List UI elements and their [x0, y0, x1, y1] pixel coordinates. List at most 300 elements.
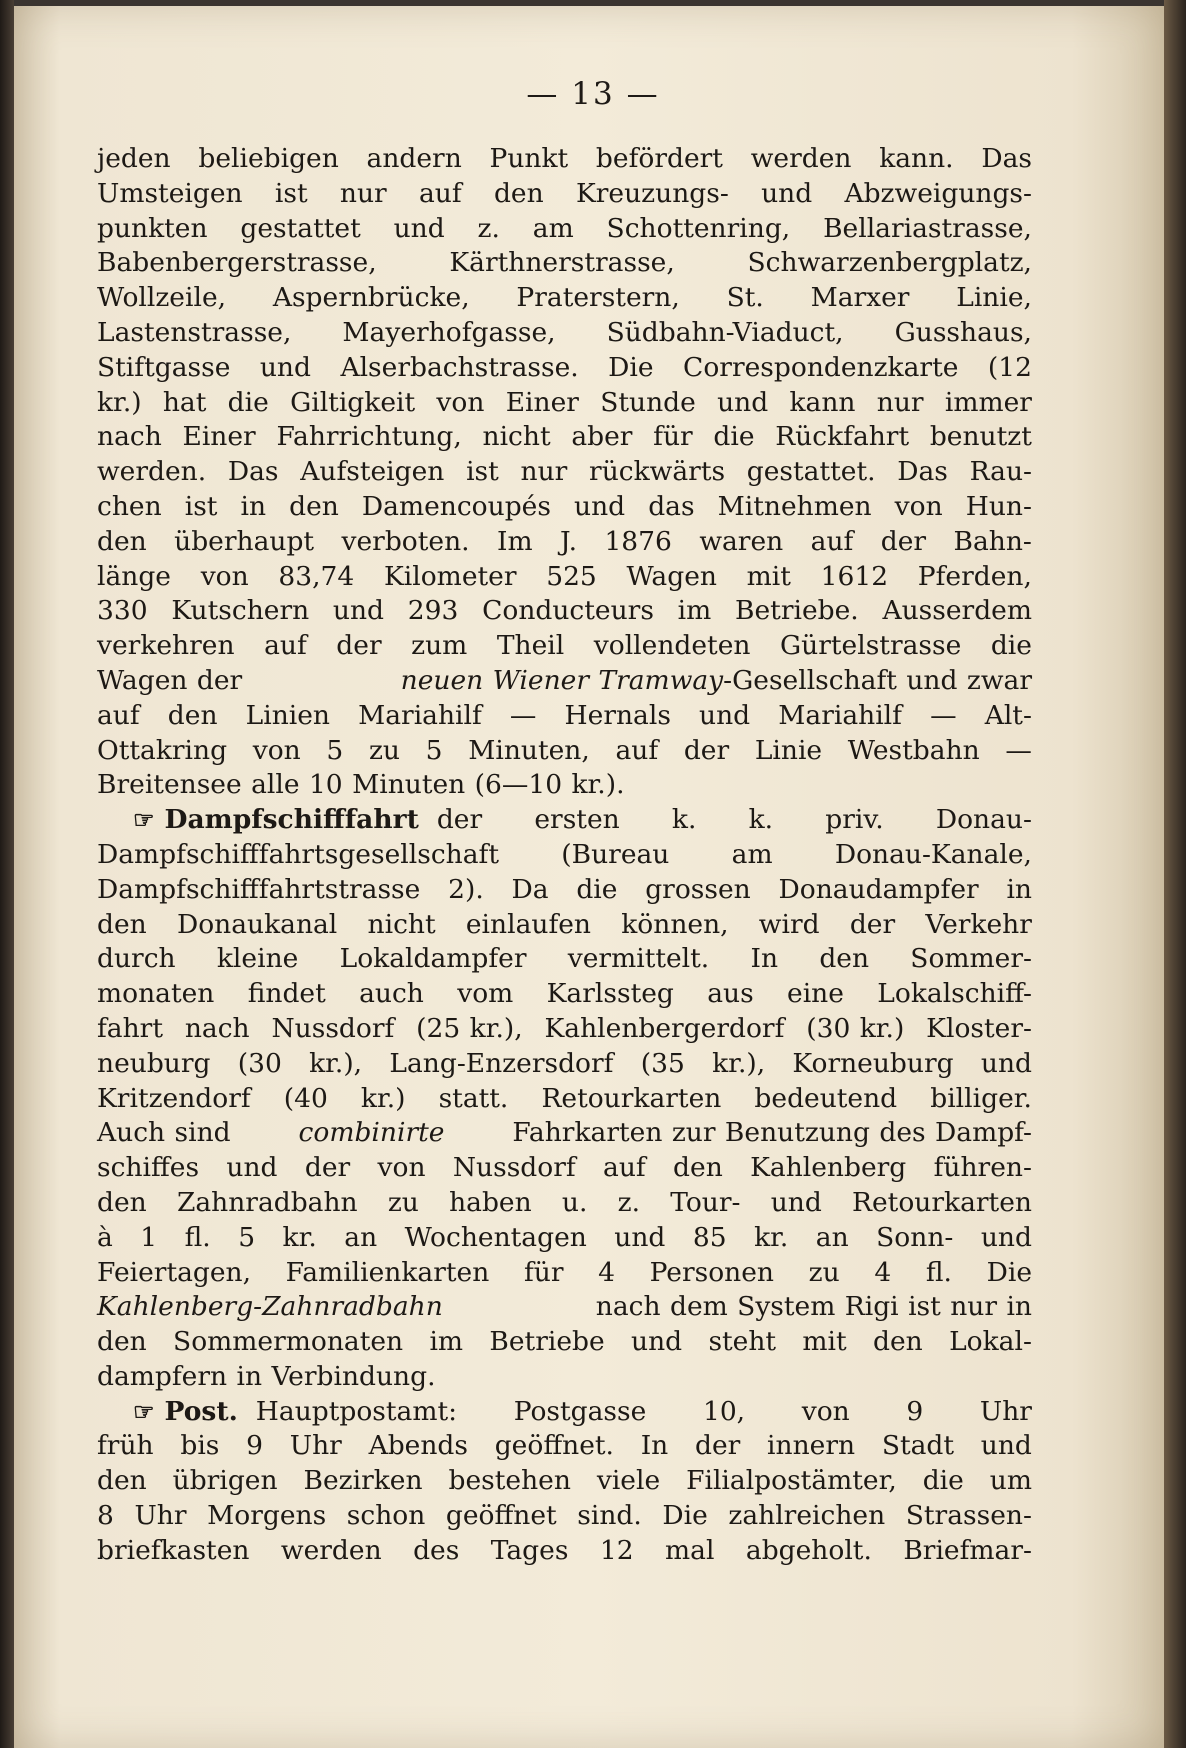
- word: schon: [346, 1500, 426, 1532]
- word: zahlreichen: [728, 1500, 886, 1532]
- word: J.: [560, 525, 578, 557]
- word: 83,74: [278, 560, 355, 592]
- word: Einer: [182, 421, 256, 453]
- text-line: [97, 977, 1032, 1012]
- word: Marxer: [810, 282, 910, 314]
- text-line: [97, 281, 1032, 316]
- word: Südbahn-Viaduct,: [606, 316, 844, 348]
- word: Stadt: [881, 1430, 955, 1462]
- word: Alt-: [984, 699, 1032, 731]
- word: der: [849, 908, 896, 940]
- word: und: [574, 490, 626, 522]
- text-line: [97, 594, 1032, 629]
- word: ist: [466, 456, 499, 488]
- word: Punkt: [489, 143, 569, 174]
- word: in: [1006, 873, 1032, 905]
- text-line: [97, 490, 1032, 525]
- word: priv.: [825, 804, 884, 836]
- word: die: [713, 421, 755, 453]
- word: Sonn-: [876, 1221, 954, 1253]
- word: mit: [802, 1326, 847, 1358]
- word: und: [980, 1047, 1032, 1079]
- word: Die: [986, 1256, 1032, 1288]
- word: waren: [699, 525, 784, 557]
- word: 4: [598, 1256, 615, 1288]
- word: Schwarzenbergplatz,: [747, 247, 1032, 279]
- word: der: [436, 804, 483, 836]
- word: hat: [162, 386, 207, 418]
- text-line: [97, 1186, 1032, 1221]
- word: Strassen-: [905, 1500, 1032, 1532]
- word: Da: [511, 873, 549, 905]
- word: ist: [184, 490, 218, 522]
- word: Abzweigungs-: [844, 177, 1032, 209]
- word: 5: [425, 734, 443, 766]
- text-line: [97, 1325, 1032, 1360]
- word: mal: [665, 1534, 715, 1566]
- word: die: [227, 386, 269, 418]
- word: führen-: [933, 1152, 1032, 1184]
- word: immer: [944, 386, 1032, 418]
- text-line: Breitensee alle 10 Minuten (6—10 kr.).: [97, 769, 625, 801]
- word: und: [259, 351, 311, 383]
- text-line: [97, 838, 1032, 873]
- word: sind.: [577, 1500, 642, 1532]
- word: im: [429, 1326, 464, 1358]
- word: und: [761, 177, 813, 209]
- word: chen: [97, 490, 162, 522]
- word: Correspondenzkarte: [683, 351, 959, 383]
- word: vom: [457, 978, 514, 1010]
- word: länge: [97, 560, 171, 592]
- word: Fahrrichtung,: [276, 421, 462, 453]
- word: und: [980, 1430, 1032, 1462]
- word: um: [989, 1465, 1032, 1497]
- section-heading-line: [97, 1395, 1032, 1430]
- word: aber: [571, 421, 633, 453]
- word: briefkasten: [97, 1534, 250, 1566]
- word: benutzt: [929, 421, 1032, 453]
- word: 10,: [702, 1395, 746, 1427]
- word: ist: [274, 177, 308, 209]
- word: des: [413, 1534, 460, 1566]
- word: monaten: [97, 978, 215, 1010]
- word: im: [677, 595, 712, 627]
- word: Einer: [505, 386, 579, 418]
- word: (12: [987, 351, 1032, 383]
- word: Minuten,: [468, 734, 590, 766]
- word: schiffes: [97, 1152, 200, 1184]
- word: kr.: [754, 1221, 789, 1253]
- text-line: Wagen der neuen Wiener Tramway-Gesellschaft und zwar: [97, 664, 1032, 696]
- page-text: [97, 142, 1032, 1569]
- word: Morgens: [207, 1500, 327, 1532]
- word: von: [377, 1152, 426, 1184]
- word: k.: [748, 804, 774, 836]
- word: In: [640, 1430, 669, 1462]
- text-line: dampfern in Verbindung.: [97, 1360, 436, 1392]
- word: (35: [640, 1047, 685, 1079]
- word: die: [576, 873, 618, 905]
- text-line: [97, 942, 1032, 977]
- word: geöffnet.: [494, 1430, 614, 1462]
- word: am: [731, 838, 773, 870]
- text-line: [97, 142, 1032, 177]
- word: den: [873, 1326, 923, 1358]
- word: Nussdorf: [271, 1012, 395, 1044]
- text-line: [97, 1429, 1032, 1464]
- word: —: [1005, 734, 1032, 766]
- text-line: [97, 1499, 1032, 1534]
- page-edge-shadow: [1164, 0, 1186, 1748]
- word: 330: [97, 595, 148, 627]
- word: Wollzeile,: [97, 282, 227, 314]
- text-line: [97, 455, 1032, 490]
- word: Kloster-: [926, 1012, 1032, 1044]
- word: zu: [387, 1186, 419, 1218]
- text-line: [97, 246, 1032, 281]
- word: 8: [97, 1500, 114, 1532]
- word: Feiertagen,: [97, 1256, 252, 1288]
- word: Westbahn: [847, 734, 980, 766]
- word: Kilometer: [383, 560, 517, 592]
- word: Sommer-: [910, 943, 1032, 975]
- word: mit: [746, 560, 791, 592]
- text-line: Kahlenberg-Zahnradbahn nach dem System Rigi ist nur in: [97, 1290, 1032, 1325]
- word: 2).: [448, 873, 484, 905]
- text-line: [97, 1221, 1032, 1256]
- word: der: [683, 734, 730, 766]
- word: kann.: [879, 143, 954, 174]
- word: der: [694, 1430, 741, 1462]
- word: Karlssteg: [546, 978, 674, 1010]
- word: den: [97, 908, 147, 940]
- word: können,: [621, 908, 729, 940]
- paragraph-tramway-cont: [97, 699, 1032, 769]
- word: Gusshaus,: [894, 316, 1032, 348]
- text-line: [97, 873, 1032, 908]
- word: Das: [227, 456, 279, 488]
- word: Dampfschifffahrtstrasse: [97, 873, 421, 905]
- word: den: [167, 699, 218, 731]
- word: fl.: [184, 1221, 211, 1253]
- word: Wagen: [626, 560, 717, 592]
- word: Retourkarten: [541, 1082, 722, 1114]
- word: Linien: [245, 699, 330, 731]
- word: werden: [280, 1534, 382, 1566]
- word: kr.),: [712, 1047, 766, 1079]
- word: gestattet: [240, 212, 361, 244]
- paragraph-tramway: [97, 142, 1032, 664]
- word: Das: [897, 456, 948, 488]
- italic-kahlenberg-railway: Kahlenberg-Zahnradbahn: [97, 1291, 443, 1323]
- text-line: Auch sind combinirte Fahrkarten zur Benutzung des Dampf-: [97, 1116, 1032, 1151]
- word: kr.: [282, 1221, 317, 1253]
- word: Rau-: [969, 456, 1032, 488]
- word: Rückfahrt: [775, 421, 910, 453]
- word: den: [97, 1326, 147, 1358]
- word: auch: [359, 978, 424, 1010]
- word: 1612: [820, 560, 889, 592]
- paragraph-steamship-cont2: [97, 1325, 1032, 1360]
- word: Die: [662, 1500, 708, 1532]
- word: St.: [726, 282, 764, 314]
- word: punkten: [97, 212, 208, 244]
- pointing-hand-icon: ☞: [133, 1396, 155, 1426]
- word: Bezirken: [303, 1465, 423, 1497]
- paragraph-steamship: [97, 838, 1032, 1116]
- italic-combinirte: combinirte: [298, 1117, 445, 1149]
- word: Umsteigen: [97, 177, 243, 209]
- word: Im: [496, 525, 533, 557]
- text-line: [97, 1256, 1032, 1291]
- word: haben: [449, 1186, 532, 1218]
- word: Betriebe.: [735, 595, 859, 627]
- word: nicht: [482, 421, 551, 453]
- word: Aufsteigen: [300, 456, 445, 488]
- word: —: [509, 699, 537, 731]
- word: nach: [184, 1012, 250, 1044]
- word: z.: [477, 212, 500, 244]
- word: (25 kr.),: [416, 1012, 523, 1044]
- word: Damencoupés: [361, 490, 551, 522]
- word: bedeutend: [754, 1082, 898, 1114]
- word: nur: [520, 456, 568, 488]
- word: Kreuzungs-: [575, 177, 729, 209]
- word: Alserbachstrasse.: [340, 351, 579, 383]
- word: 5: [326, 734, 344, 766]
- page-number: — 13 —: [526, 76, 660, 112]
- word: jeden: [97, 143, 171, 174]
- word: und: [332, 595, 385, 627]
- word: andern: [366, 143, 462, 174]
- word: 5: [238, 1221, 256, 1253]
- word: Donaudampfer: [778, 873, 979, 905]
- text-line: [97, 420, 1032, 455]
- word: für: [523, 1256, 564, 1288]
- word: 1: [140, 1221, 158, 1253]
- word: befördert: [595, 143, 723, 174]
- heading-post: Post.: [164, 1395, 238, 1427]
- word: den: [493, 177, 544, 209]
- word: Postgasse: [513, 1395, 647, 1427]
- word: und: [717, 386, 769, 418]
- word: viele: [596, 1465, 661, 1497]
- word: Kutschern: [171, 595, 310, 627]
- word: einlaufen: [465, 908, 591, 940]
- word: Conducteurs: [482, 595, 654, 627]
- word: fl.: [925, 1256, 952, 1288]
- word: Kritzendorf: [97, 1082, 251, 1114]
- word: 1876: [604, 525, 672, 557]
- word: Kahlenberg: [750, 1152, 907, 1184]
- word: aus: [707, 978, 754, 1010]
- word: auf: [264, 630, 307, 662]
- word: Pferden,: [917, 560, 1032, 592]
- word: auf: [97, 699, 140, 731]
- word: Retourkarten: [852, 1186, 1032, 1218]
- word: Die: [608, 351, 654, 383]
- text-line: [97, 351, 1032, 386]
- word: und: [631, 1326, 683, 1358]
- word: 85: [692, 1221, 727, 1253]
- word: zum: [411, 630, 468, 662]
- word: Dampfschifffahrtsgesellschaft: [97, 838, 499, 870]
- section-heading-line: [97, 803, 1032, 838]
- text-line: [97, 734, 1032, 769]
- word: und: [699, 699, 751, 731]
- word: kann: [789, 386, 856, 418]
- word: und: [393, 212, 445, 244]
- word: Lastenstrasse,: [97, 316, 292, 348]
- word: Verkehr: [925, 908, 1032, 940]
- word: Uhr: [289, 1430, 342, 1462]
- text-line: [97, 1151, 1032, 1186]
- word: und: [226, 1152, 278, 1184]
- word: steht: [708, 1326, 777, 1358]
- word: (Bureau: [561, 838, 670, 870]
- word: Bahn-: [953, 525, 1032, 557]
- word: an: [815, 1221, 849, 1253]
- heading-dampfschifffahrt: Dampfschifffahrt: [164, 804, 419, 836]
- word: von: [200, 560, 249, 592]
- word: werden.: [97, 456, 207, 488]
- word: kleine: [216, 943, 299, 975]
- word: 293: [407, 595, 459, 627]
- word: kr.): [97, 386, 142, 418]
- word: den: [97, 1465, 147, 1497]
- text-line: [97, 908, 1032, 943]
- word: innern: [767, 1430, 856, 1462]
- word: den: [97, 525, 147, 557]
- word: übrigen: [172, 1465, 278, 1497]
- word: Stunde: [600, 386, 696, 418]
- word: Babenbergerstrasse,: [97, 247, 377, 279]
- word: auf: [418, 177, 462, 209]
- word: Zahnradbahn: [176, 1186, 358, 1218]
- text-line: [97, 525, 1032, 560]
- word: von: [252, 734, 301, 766]
- word: für: [653, 421, 693, 453]
- word: gestattet.: [746, 456, 876, 488]
- word: —: [930, 699, 957, 731]
- word: und: [770, 1186, 822, 1218]
- word: kr.): [360, 1082, 406, 1114]
- word: durch: [97, 943, 176, 975]
- word: neuburg: [97, 1047, 211, 1079]
- text-line: [97, 629, 1032, 664]
- pointing-hand-icon: ☞: [133, 805, 155, 835]
- text-line: [97, 386, 1032, 421]
- word: findet: [247, 978, 326, 1010]
- word: auf: [615, 734, 659, 766]
- word: (40: [283, 1082, 328, 1114]
- word: Tages: [490, 1534, 569, 1566]
- word: z.: [617, 1186, 641, 1218]
- word: (30: [237, 1047, 282, 1079]
- text-line: [97, 1082, 1032, 1117]
- word: am: [532, 212, 574, 244]
- word: kr.),: [309, 1047, 363, 1079]
- word: grossen: [645, 873, 751, 905]
- word: auf: [603, 1152, 646, 1184]
- word: vollendeten: [593, 630, 751, 662]
- text-line: [97, 1047, 1032, 1082]
- word: der: [336, 630, 382, 662]
- word: Nussdorf: [452, 1152, 576, 1184]
- word: zu: [368, 734, 400, 766]
- word: den: [289, 490, 339, 522]
- word: Lang-Enzersdorf: [389, 1047, 614, 1079]
- italic-company-name: neuen Wiener Tramway: [400, 664, 724, 696]
- word: bestehen: [448, 1465, 571, 1497]
- word: werden: [750, 143, 852, 174]
- word: Abends: [368, 1430, 468, 1462]
- text-line: [97, 699, 1032, 734]
- word: k.: [671, 804, 697, 836]
- word: bis: [180, 1430, 220, 1462]
- word: Betriebe: [489, 1326, 605, 1358]
- text-line: [97, 560, 1032, 595]
- word: vermittelt.: [567, 943, 710, 975]
- word: Mariahilf: [358, 699, 482, 731]
- word: Filialpostämter,: [686, 1465, 897, 1497]
- word: Mayerhofgasse,: [342, 316, 556, 348]
- word: überhaupt: [174, 525, 315, 557]
- word: den: [673, 1152, 723, 1184]
- word: (30 kr.): [806, 1012, 905, 1044]
- word: Hauptpostamt:: [255, 1395, 458, 1427]
- word: 4: [874, 1256, 892, 1288]
- word: in: [240, 490, 267, 522]
- word: Das: [981, 143, 1032, 174]
- word: Kärthnerstrasse,: [449, 247, 675, 279]
- word: Bellariastrasse,: [823, 212, 1032, 244]
- word: Lokal-: [949, 1326, 1032, 1358]
- word: eine: [787, 978, 844, 1010]
- word: u.: [561, 1186, 588, 1218]
- word: Schottenring,: [606, 212, 791, 244]
- word: ersten: [534, 804, 620, 836]
- word: Kahlenbergerdorf: [544, 1012, 785, 1044]
- word: Linie,: [956, 282, 1032, 314]
- word: und: [614, 1221, 666, 1253]
- word: die: [990, 630, 1032, 662]
- word: Hun-: [965, 490, 1032, 522]
- word: nur: [876, 386, 924, 418]
- word: beliebigen: [198, 143, 339, 174]
- text-line: [97, 1534, 1032, 1569]
- word: Uhr: [979, 1395, 1032, 1427]
- word: 9: [246, 1430, 264, 1462]
- word: wird: [758, 908, 820, 940]
- word: In: [750, 943, 779, 975]
- word: Mariahilf: [778, 699, 902, 731]
- word: Hernals: [564, 699, 671, 731]
- word: Stiftgasse: [97, 351, 231, 383]
- word: Wochentagen: [404, 1221, 587, 1253]
- book-spine-shadow: [0, 0, 14, 1748]
- word: Personen: [649, 1256, 775, 1288]
- word: 9: [906, 1395, 924, 1427]
- word: Ausserdem: [882, 595, 1032, 627]
- word: Korneuburg: [792, 1047, 954, 1079]
- word: der: [304, 1152, 351, 1184]
- word: Linie: [754, 734, 823, 766]
- word: Giltigkeit: [290, 386, 416, 418]
- word: Aspernbrücke,: [272, 282, 470, 314]
- word: fahrt: [97, 1012, 163, 1044]
